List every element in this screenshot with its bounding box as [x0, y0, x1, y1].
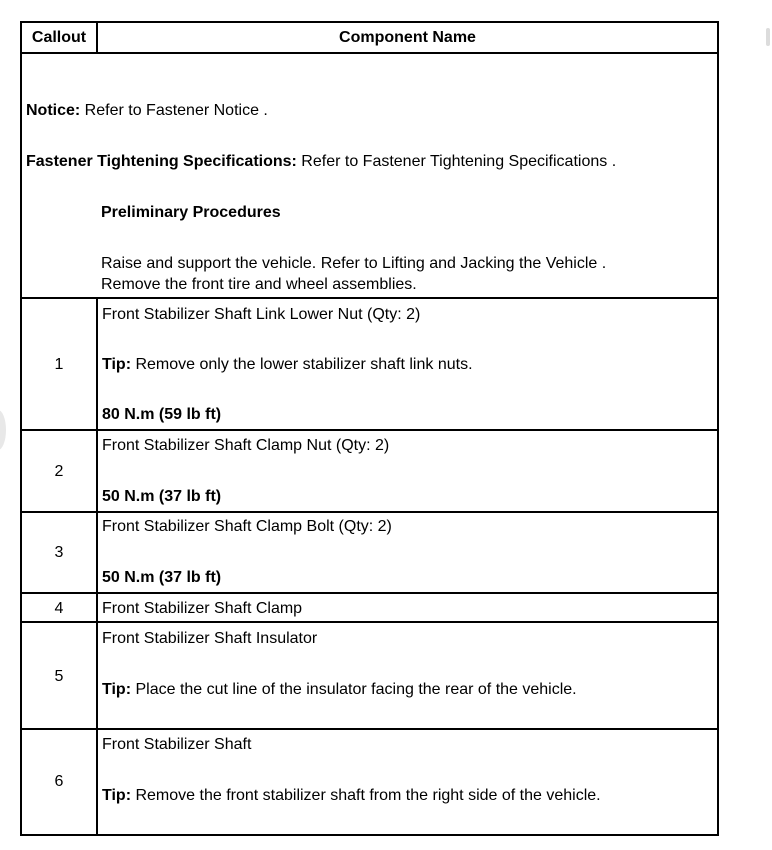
fastener-spec-label: Fastener Tightening Specifications: [26, 153, 297, 170]
component-1-torque: 80 N.m (59 lb ft) [102, 406, 222, 423]
table-border-top [20, 21, 719, 23]
notice-label: Notice: [26, 102, 81, 119]
tip-text: Remove the front stabilizer shaft from the right side of the vehicle. [131, 787, 601, 804]
scroll-edge-indicator [0, 410, 6, 450]
callout-6: 6 [54, 773, 64, 790]
row-divider-3 [20, 592, 719, 594]
component-3-torque: 50 N.m (37 lb ft) [102, 569, 222, 586]
scrollbar-thumb[interactable] [766, 28, 770, 46]
preliminary-step-2: Remove the front tire and wheel assemblies. [101, 276, 417, 293]
tip-label: Tip: [102, 681, 132, 698]
component-6-tip [102, 788, 601, 804]
component-1-tip [102, 357, 473, 373]
callout-5: 5 [54, 668, 64, 685]
component-6-name: Front Stabilizer Shaft [102, 736, 252, 753]
header-callout: Callout [31, 29, 87, 46]
callout-1: 1 [54, 356, 64, 373]
fastener-spec-text: Refer to Fastener Tightening Specifications . [296, 153, 617, 170]
header-component-name: Component Name [339, 29, 476, 46]
callout-3: 3 [54, 544, 64, 561]
preliminary-step-1: Raise and support the vehicle. Refer to Lifting and Jacking the Vehicle . [101, 255, 607, 272]
callout-4: 4 [54, 600, 64, 617]
tip-label: Tip: [102, 356, 132, 373]
component-3-name: Front Stabilizer Shaft Clamp Bolt (Qty: 2) [102, 518, 392, 535]
table-border-bottom [20, 834, 719, 836]
tip-text: Remove only the lower stabilizer shaft link nuts. [131, 356, 473, 373]
tip-text: Place the cut line of the insulator facing the rear of the vehicle. [131, 681, 577, 698]
fastener-spec-line [26, 154, 616, 170]
component-5-tip [102, 682, 577, 698]
notice-text: Refer to Fastener Notice . [80, 102, 268, 119]
tip-label: Tip: [102, 787, 132, 804]
row-divider-1 [20, 429, 719, 431]
row-divider-2 [20, 511, 719, 513]
callout-2: 2 [54, 463, 64, 480]
component-1-name: Front Stabilizer Shaft Link Lower Nut (Qty: 2) [102, 306, 421, 323]
row-divider-5 [20, 728, 719, 730]
preliminary-procedures-title: Preliminary Procedures [101, 204, 281, 221]
row-divider-intro [20, 297, 719, 299]
row-divider-header [20, 52, 719, 54]
notice-line [26, 103, 268, 119]
component-2-torque: 50 N.m (37 lb ft) [102, 488, 222, 505]
column-divider [96, 297, 98, 836]
component-2-name: Front Stabilizer Shaft Clamp Nut (Qty: 2) [102, 437, 390, 454]
component-4-name: Front Stabilizer Shaft Clamp [102, 600, 303, 617]
row-divider-4 [20, 621, 719, 623]
component-5-name: Front Stabilizer Shaft Insulator [102, 630, 318, 647]
